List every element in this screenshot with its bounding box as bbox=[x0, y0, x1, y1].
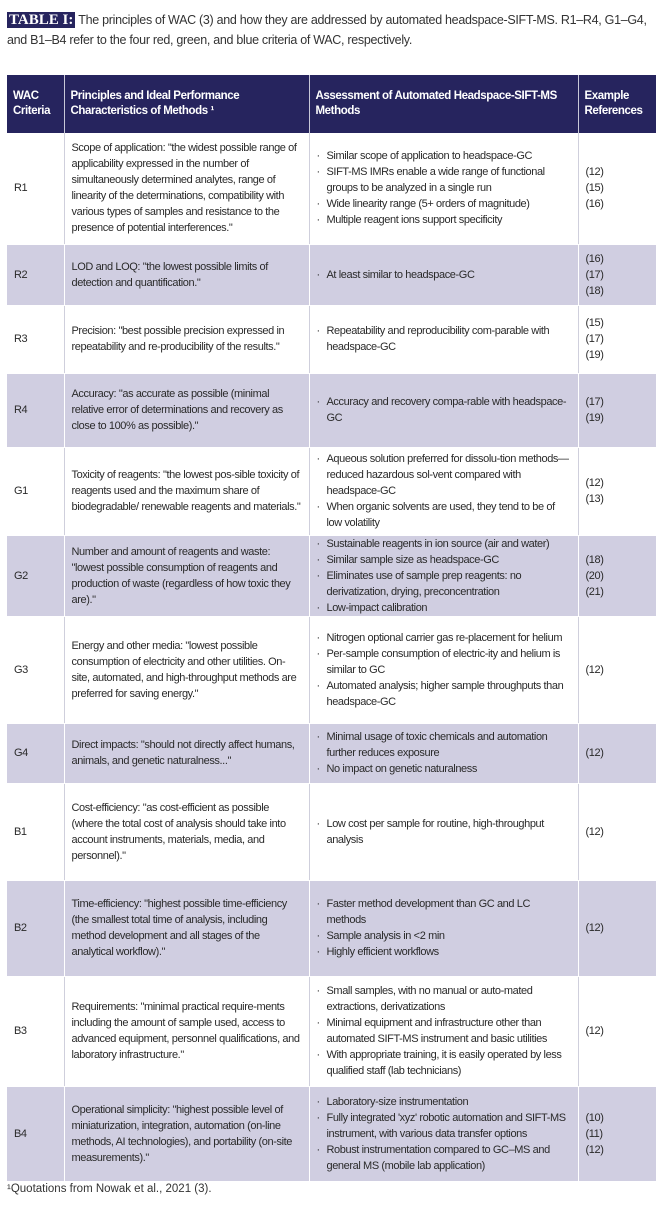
principle-cell: Operational simplicity: "highest possible level of miniaturization, integration, automation (on-line methods, AI technologies), and portability (on-site measurements)." bbox=[64, 1086, 309, 1181]
table-row bbox=[7, 723, 656, 783]
reference: (19) bbox=[585, 412, 604, 424]
principle-cell: Requirements: "minimal practical require-ments including the amount of sample used, access to advanced equipment, personnel qualifications, and laboratory infrastructure." bbox=[64, 976, 309, 1086]
table-row bbox=[7, 244, 656, 305]
reference: (18) bbox=[585, 284, 604, 297]
reference: (17) bbox=[585, 268, 604, 281]
reference: (12) bbox=[585, 1143, 604, 1156]
assessment-item: · Per-sample consumption of electric-ity and helium is similar to GC bbox=[317, 646, 571, 678]
principle-cell: Scope of application: "the widest possible range of applicability expressed in the number of simultaneously determined analytes, range of linearity of the determinations, compatibility with various types of samples and resistance to the presence of potential interferences." bbox=[64, 133, 309, 244]
assessment-item: · With appropriate training, it is easily operated by less qualified staff (lab technicians) bbox=[317, 1047, 571, 1079]
header-principles: Principles and Ideal Performance Characteristics of Methods ¹ bbox=[64, 75, 309, 133]
principle-cell: Accuracy: "as accurate as possible (minimal relative error of determinations and recovery as close to 100% as possible)." bbox=[64, 373, 309, 447]
table-row bbox=[7, 373, 656, 447]
assessment-list bbox=[317, 536, 571, 616]
assessment-item: · Nitrogen optional carrier gas re-placement for helium bbox=[317, 630, 571, 646]
reference: (12) bbox=[585, 663, 604, 676]
reference: (19) bbox=[585, 349, 604, 361]
assessment-item: · Minimal equipment and infrastructure other than automated SIFT-MS instrument and basic utilities bbox=[317, 1015, 571, 1047]
caption-text: The principles of WAC (3) and how they are addressed by automated headspace-SIFT-MS. R1–R4, G1–G4, and B1–B4 refer to the four red, green, and blue criteria of WAC, respectively. bbox=[7, 13, 647, 47]
reference: (16) bbox=[585, 252, 604, 265]
assessment-cell bbox=[309, 723, 578, 783]
table-row bbox=[7, 447, 656, 535]
principle-cell: Cost-efficiency: "as cost-efficient as possible (where the total cost of analysis should take into account instruments, materials, media, and personnel)." bbox=[64, 783, 309, 880]
criteria-cell: B2 bbox=[7, 880, 64, 976]
assessment-list bbox=[317, 896, 571, 960]
principle-cell: Time-efficiency: "highest possible time-efficiency (the smallest total time of analysis, including method development and all stages of the analytical workflow)." bbox=[64, 880, 309, 976]
criteria-cell: R2 bbox=[7, 244, 64, 305]
criteria-cell: R3 bbox=[7, 305, 64, 373]
table-row bbox=[7, 1086, 656, 1181]
assessment-item: · At least similar to headspace-GC bbox=[317, 267, 571, 283]
criteria-cell: G3 bbox=[7, 616, 64, 723]
assessment-cell bbox=[309, 976, 578, 1086]
criteria-cell: B1 bbox=[7, 783, 64, 880]
assessment-item: · Laboratory-size instrumentation bbox=[317, 1094, 571, 1110]
table-row bbox=[7, 133, 656, 244]
criteria-cell: G2 bbox=[7, 535, 64, 616]
assessment-list bbox=[317, 816, 571, 848]
reference: (21) bbox=[585, 585, 604, 598]
references-cell bbox=[578, 133, 656, 244]
reference: (20) bbox=[585, 569, 604, 582]
principle-cell: Energy and other media: "lowest possible consumption of electricity and other utilities. On-site, automated, and high-throughput methods are preferred for saving energy." bbox=[64, 616, 309, 723]
principle-cell: Precision: "best possible precision expressed in repeatability and re-producibility of the results." bbox=[64, 305, 309, 373]
references-cell bbox=[578, 976, 656, 1086]
references-cell bbox=[578, 244, 656, 305]
header-criteria: WAC Criteria bbox=[7, 75, 64, 133]
table-caption bbox=[7, 10, 657, 50]
table-row bbox=[7, 976, 656, 1086]
table-row bbox=[7, 305, 656, 373]
assessment-item: · Faster method development than GC and LC methods bbox=[317, 896, 571, 928]
reference: (12) bbox=[585, 477, 604, 489]
assessment-list bbox=[317, 451, 571, 531]
assessment-item: · Small samples, with no manual or auto-mated extractions, derivatizations bbox=[317, 983, 571, 1015]
assessment-item: · Sample analysis in <2 min bbox=[317, 928, 571, 944]
assessment-item: · Highly efficient workflows bbox=[317, 944, 571, 960]
assessment-item: · When organic solvents are used, they tend to be of low volatility bbox=[317, 499, 571, 531]
table-row bbox=[7, 535, 656, 616]
assessment-list bbox=[317, 394, 571, 426]
assessment-cell bbox=[309, 616, 578, 723]
assessment-item: · Wide linearity range (5+ orders of magnitude) bbox=[317, 196, 571, 212]
criteria-cell: G1 bbox=[7, 447, 64, 535]
references-cell bbox=[578, 616, 656, 723]
assessment-list bbox=[317, 323, 571, 355]
assessment-cell bbox=[309, 447, 578, 535]
reference: (16) bbox=[585, 198, 604, 211]
assessment-cell bbox=[309, 1086, 578, 1181]
criteria-cell: G4 bbox=[7, 723, 64, 783]
footnote: ¹Quotations from Nowak et al., 2021 (3). bbox=[7, 1183, 212, 1195]
assessment-cell bbox=[309, 244, 578, 305]
reference: (12) bbox=[585, 922, 604, 934]
table-header-row bbox=[7, 75, 656, 133]
reference: (10) bbox=[585, 1111, 604, 1124]
table-label: TABLE I: bbox=[9, 12, 74, 28]
wac-table bbox=[7, 75, 656, 1182]
reference: (12) bbox=[585, 166, 604, 179]
assessment-cell bbox=[309, 133, 578, 244]
reference: (13) bbox=[585, 493, 604, 505]
header-assessment: Assessment of Automated Headspace-SIFT-MS Methods bbox=[309, 75, 578, 133]
references-cell bbox=[578, 880, 656, 976]
references-cell bbox=[578, 373, 656, 447]
assessment-item: · Aqueous solution preferred for dissolu-tion methods—reduced hazardous sol-vent compared with headspace-GC bbox=[317, 451, 571, 499]
assessment-item: · Robust instrumentation compared to GC–MS and general MS (mobile lab application) bbox=[317, 1142, 571, 1174]
assessment-item: · Multiple reagent ions support specificity bbox=[317, 212, 571, 228]
criteria-cell: B4 bbox=[7, 1086, 64, 1181]
principle-cell: Toxicity of reagents: "the lowest pos-sible toxicity of reagents used and the maximum share of biodegradable/ renewable reagents and materials." bbox=[64, 447, 309, 535]
assessment-cell bbox=[309, 880, 578, 976]
assessment-cell bbox=[309, 535, 578, 616]
criteria-cell: B3 bbox=[7, 976, 64, 1086]
assessment-item: · Low-impact calibration bbox=[317, 600, 571, 616]
assessment-list bbox=[317, 729, 571, 777]
table-row bbox=[7, 880, 656, 976]
principle-cell: Number and amount of reagents and waste: "lowest possible consumption of reagents and production of waste (regardless of how toxic they are)." bbox=[64, 535, 309, 616]
reference: (17) bbox=[585, 396, 604, 408]
references-cell bbox=[578, 447, 656, 535]
reference: (18) bbox=[585, 553, 604, 566]
reference: (11) bbox=[585, 1127, 603, 1140]
assessment-item: · Repeatability and reproducibility com-parable with headspace-GC bbox=[317, 323, 571, 355]
references-cell bbox=[578, 723, 656, 783]
assessment-item: · Fully integrated 'xyz' robotic automation and SIFT-MS instrument, with various data transfer options bbox=[317, 1110, 571, 1142]
assessment-item: · Automated analysis; higher sample throughputs than headspace-GC bbox=[317, 678, 571, 710]
principle-cell: LOD and LOQ: "the lowest possible limits of detection and quantification." bbox=[64, 244, 309, 305]
header-references: Example References bbox=[578, 75, 656, 133]
assessment-item: · Low cost per sample for routine, high-throughput analysis bbox=[317, 816, 571, 848]
references-cell bbox=[578, 1086, 656, 1181]
reference: (12) bbox=[585, 825, 604, 838]
assessment-list bbox=[317, 983, 571, 1079]
reference: (12) bbox=[585, 1025, 604, 1037]
references-cell bbox=[578, 783, 656, 880]
assessment-item: · Eliminates use of sample prep reagents: no derivatization, drying, preconcentration bbox=[317, 568, 571, 600]
assessment-list bbox=[317, 630, 571, 710]
assessment-cell bbox=[309, 783, 578, 880]
assessment-list bbox=[317, 267, 571, 283]
reference: (15) bbox=[585, 182, 604, 195]
references-cell bbox=[578, 305, 656, 373]
assessment-item: · Similar sample size as headspace-GC bbox=[317, 552, 571, 568]
assessment-list bbox=[317, 1094, 571, 1174]
assessment-item: · Minimal usage of toxic chemicals and automation further reduces exposure bbox=[317, 729, 571, 761]
table-row bbox=[7, 616, 656, 723]
reference: (12) bbox=[585, 747, 604, 759]
assessment-cell bbox=[309, 305, 578, 373]
assessment-item: · Accuracy and recovery compa-rable with headspace-GC bbox=[317, 394, 571, 426]
assessment-item: · Similar scope of application to headspace-GC bbox=[317, 148, 571, 164]
assessment-list bbox=[317, 148, 571, 228]
table-row bbox=[7, 783, 656, 880]
references-cell bbox=[578, 535, 656, 616]
reference: (17) bbox=[585, 333, 604, 345]
criteria-cell: R1 bbox=[7, 133, 64, 244]
assessment-item: · No impact on genetic naturalness bbox=[317, 761, 571, 777]
assessment-cell bbox=[309, 373, 578, 447]
principle-cell: Direct impacts: "should not directly affect humans, animals, and genetic naturalness..." bbox=[64, 723, 309, 783]
assessment-item: · SIFT-MS IMRs enable a wide range of functional groups to be analyzed in a single run bbox=[317, 164, 571, 196]
reference: (15) bbox=[585, 317, 604, 329]
criteria-cell: R4 bbox=[7, 373, 64, 447]
assessment-item: · Sustainable reagents in ion source (air and water) bbox=[317, 536, 571, 552]
